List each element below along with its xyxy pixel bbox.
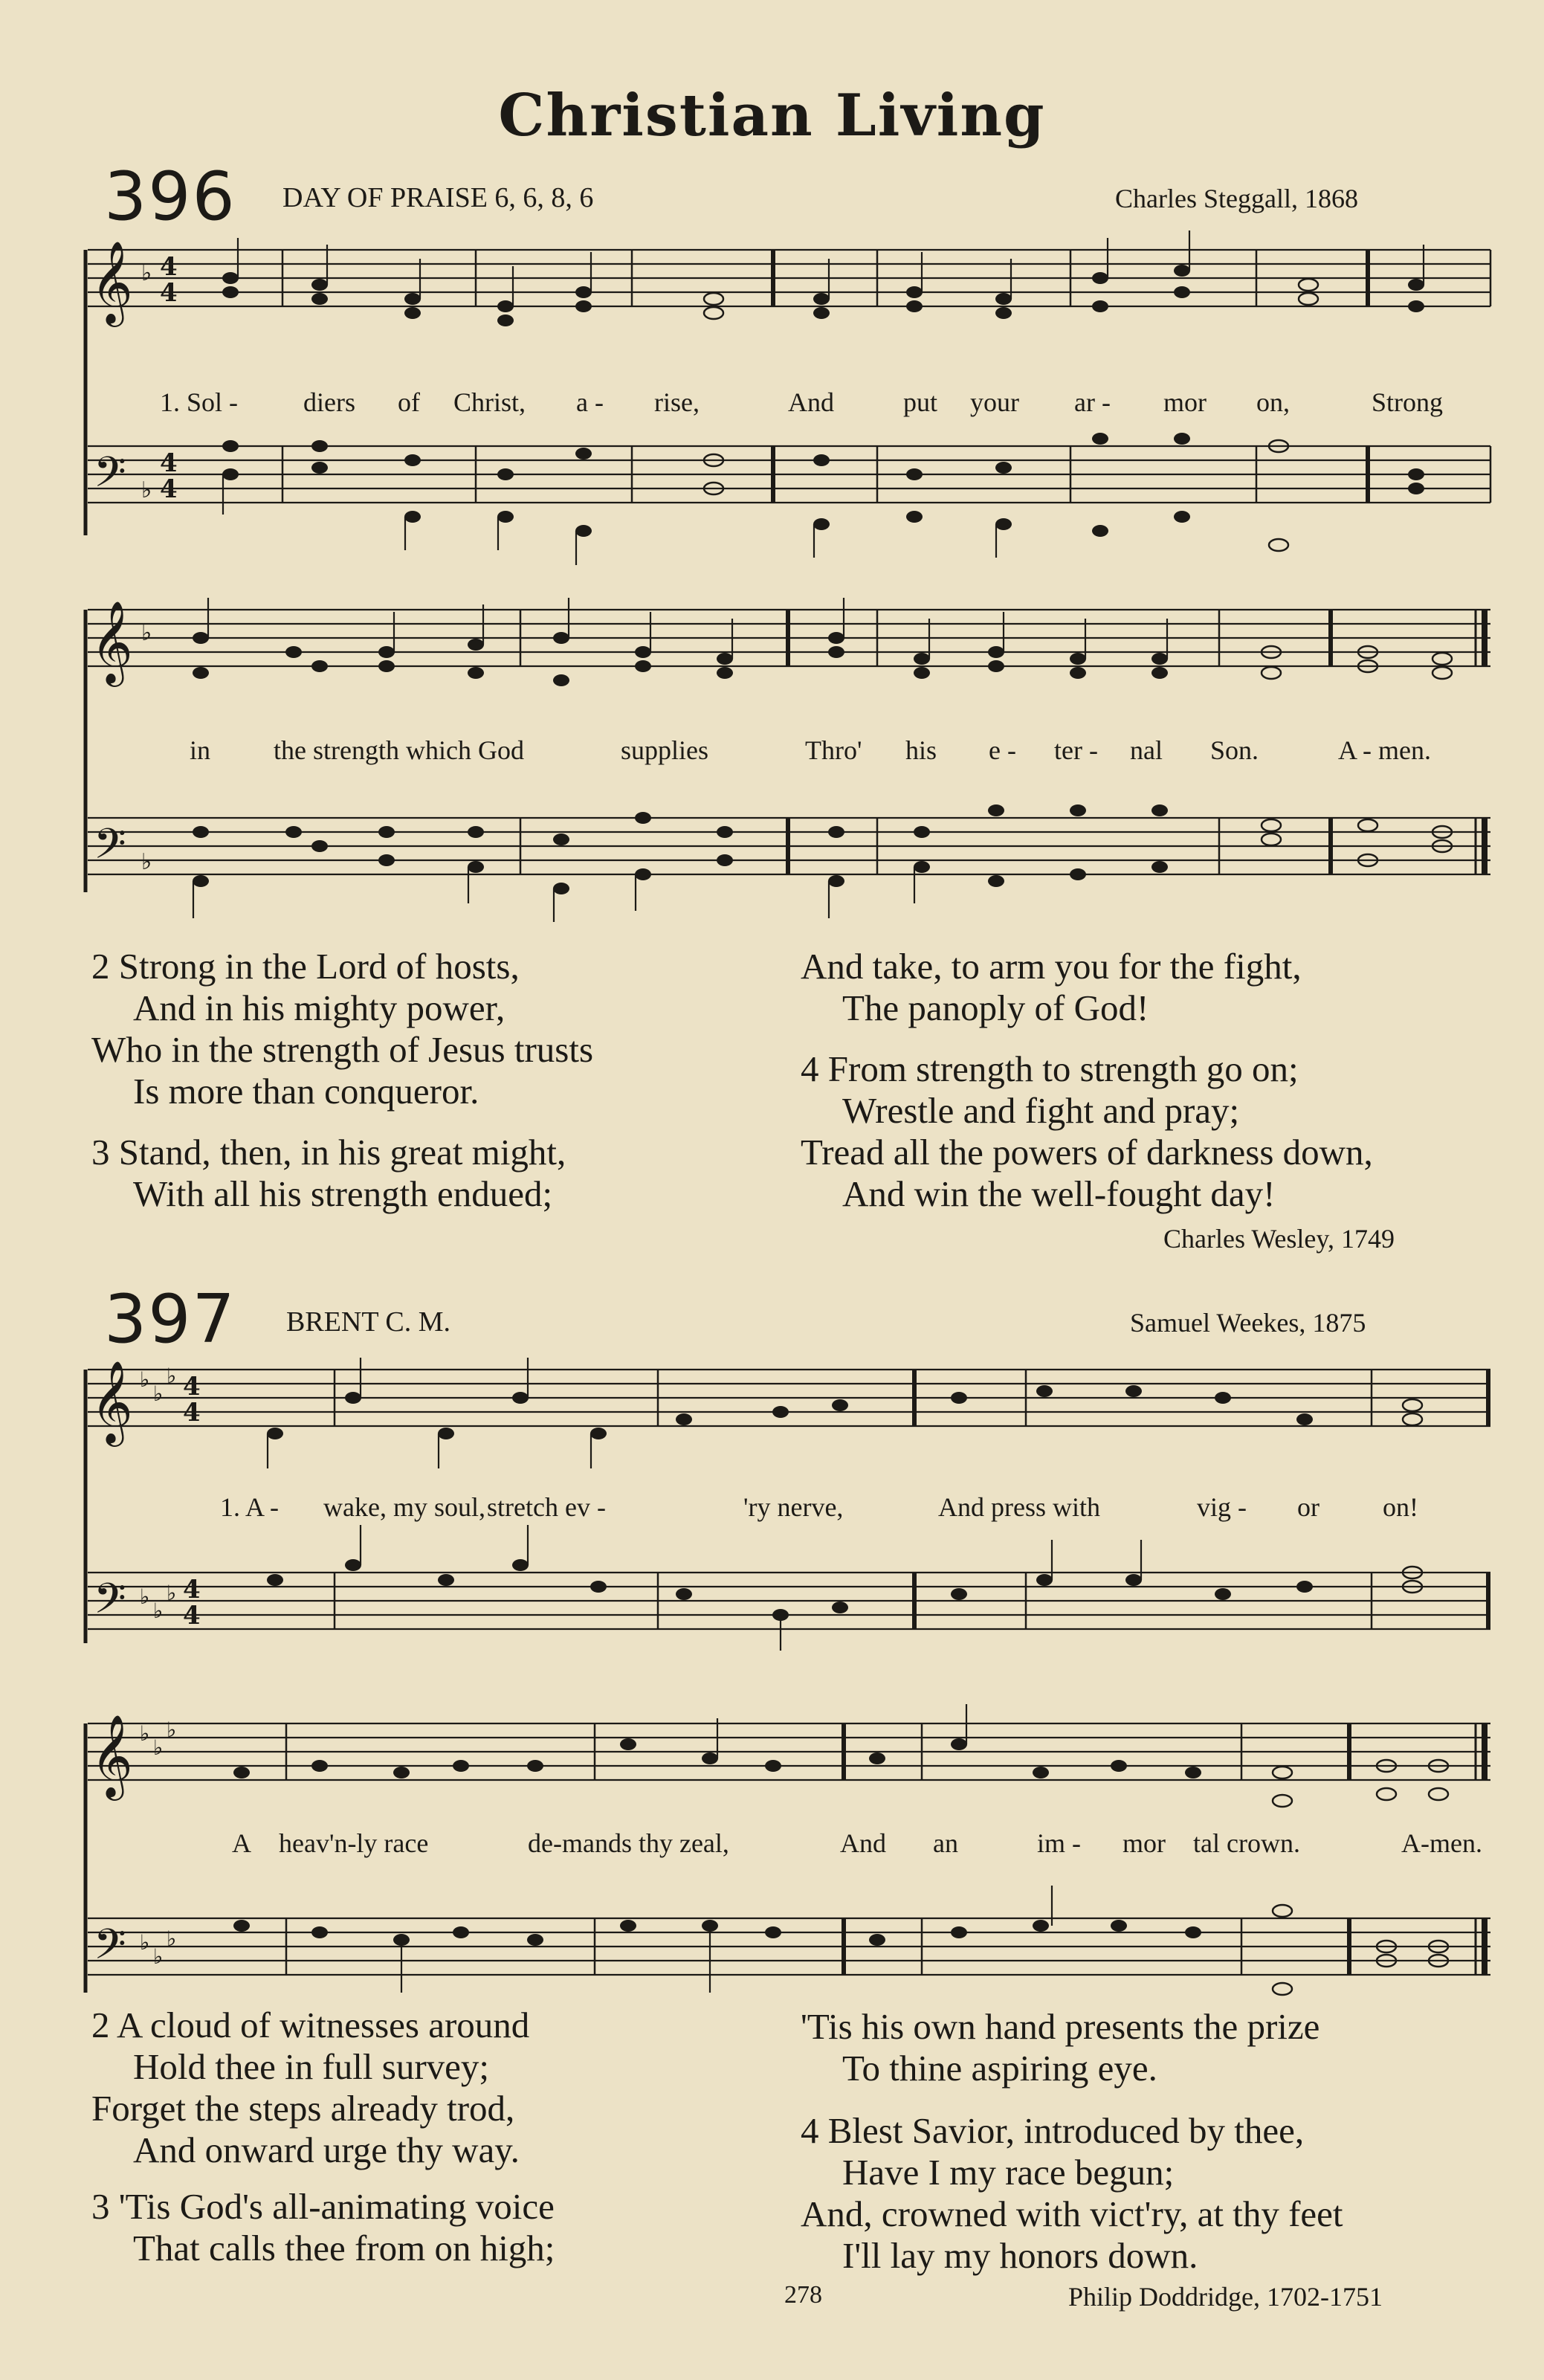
lyric-word: an bbox=[933, 1828, 958, 1858]
svg-text:♭: ♭ bbox=[167, 1926, 177, 1951]
stanza-2: 2 A cloud of witnesses around Hold thee in full survey; Forget the steps already trod, And onward urge thy way. bbox=[91, 2005, 530, 2170]
svg-text:♭: ♭ bbox=[141, 260, 152, 286]
lyric-word: e - bbox=[989, 735, 1016, 765]
lyric-word: 1. Sol - bbox=[160, 387, 239, 417]
svg-text:♭: ♭ bbox=[153, 1944, 164, 1969]
svg-text:♭: ♭ bbox=[153, 1381, 164, 1406]
staff-bass-3 bbox=[88, 1573, 1490, 1629]
svg-text:𝄢: 𝄢 bbox=[94, 1921, 126, 1979]
svg-text:♭: ♭ bbox=[140, 1930, 150, 1955]
author-credit: Charles Wesley, 1749 bbox=[1163, 1224, 1395, 1254]
hymn-number: 397 bbox=[104, 1280, 236, 1358]
lyric-word: a - bbox=[576, 387, 604, 417]
svg-text:♭: ♭ bbox=[140, 1584, 150, 1609]
lyric-word: Strong bbox=[1372, 387, 1444, 417]
tune-name: DAY OF PRAISE 6, 6, 8, 6 bbox=[282, 182, 594, 213]
svg-text:4: 4 bbox=[160, 278, 178, 308]
stanza-4: 4 Blest Savior, introduced by thee, Have I my race begun; And, crowned with vict'ry, at thy feet I'll lay my honors down. bbox=[801, 2110, 1343, 2276]
stanza-3: 3 Stand, then, in his great might, With all his strength endued; bbox=[91, 1132, 566, 1214]
lyric-word: heav'n-ly race bbox=[279, 1828, 429, 1858]
stanza-2: 2 Strong in the Lord of hosts, And in his mighty power, Who in the strength of Jesus trusts Is more than conqueror. bbox=[91, 946, 594, 1112]
lyric-word: nal bbox=[1130, 735, 1163, 765]
lyric-word: mor bbox=[1123, 1828, 1166, 1858]
svg-text:4: 4 bbox=[183, 1575, 201, 1605]
composer-credit: Charles Steggall, 1868 bbox=[1115, 184, 1358, 213]
stanza-3-cont: 'Tis his own hand presents the prize To thine aspiring eye. bbox=[801, 2006, 1320, 2089]
lyric-word: his bbox=[905, 735, 937, 765]
svg-text:4: 4 bbox=[160, 448, 178, 478]
svg-text:𝄢: 𝄢 bbox=[94, 448, 126, 507]
lyric-word: vig - bbox=[1197, 1492, 1247, 1522]
lyric-word: diers bbox=[303, 387, 355, 417]
lyric-word: on! bbox=[1383, 1492, 1418, 1522]
lyric-word: on, bbox=[1256, 387, 1290, 417]
lyric-word: wake, my soul, bbox=[323, 1492, 485, 1522]
svg-text:♭: ♭ bbox=[140, 1721, 150, 1746]
lyric-word: A-men. bbox=[1401, 1828, 1482, 1858]
lyric-word: your bbox=[970, 387, 1019, 417]
section-title: Christian Living bbox=[498, 82, 1046, 149]
lyric-word: 'ry nerve, bbox=[743, 1492, 844, 1522]
svg-text:4: 4 bbox=[183, 1601, 201, 1631]
lyric-word: stretch ev - bbox=[487, 1492, 606, 1522]
lyric-word: And press with bbox=[938, 1492, 1100, 1522]
lyric-word: ter - bbox=[1054, 735, 1098, 765]
lyric-word: the strength which God bbox=[274, 735, 524, 765]
svg-text:𝄢: 𝄢 bbox=[94, 1575, 126, 1634]
svg-text:4: 4 bbox=[183, 1372, 201, 1402]
lyric-word: de-mands thy zeal, bbox=[528, 1828, 729, 1858]
lyric-word: rise, bbox=[654, 387, 700, 417]
lyric-word: im - bbox=[1037, 1828, 1081, 1858]
svg-text:4: 4 bbox=[183, 1398, 201, 1428]
svg-text:𝄞: 𝄞 bbox=[91, 240, 133, 323]
lyric-word: A bbox=[232, 1828, 251, 1858]
page-number: 278 bbox=[784, 2281, 822, 2309]
stanza-3: 3 'Tis God's all-animating voice That calls thee from on high; bbox=[91, 2186, 555, 2268]
lyric-word: supplies bbox=[621, 735, 709, 765]
staff-bass-4 bbox=[88, 1918, 1490, 1975]
svg-text:♭: ♭ bbox=[167, 1364, 177, 1388]
svg-text:𝄞: 𝄞 bbox=[91, 1360, 133, 1443]
author-credit: Philip Doddridge, 1702-1751 bbox=[1068, 2282, 1383, 2312]
tune-name: BRENT C. M. bbox=[286, 1306, 451, 1338]
stanza-4: 4 From strength to strength go on; Wrestle and fight and pray; Tread all the powers of darkness down, And win the well-fought day! bbox=[801, 1048, 1373, 1214]
svg-text:𝄞: 𝄞 bbox=[91, 1714, 133, 1797]
lyric-word: ar - bbox=[1074, 387, 1111, 417]
svg-text:♭: ♭ bbox=[167, 1581, 177, 1605]
lyric-word: Christ, bbox=[453, 387, 526, 417]
svg-text:4: 4 bbox=[160, 252, 178, 282]
svg-text:4: 4 bbox=[160, 474, 178, 504]
lyric-word: or bbox=[1297, 1492, 1319, 1522]
svg-text:♭: ♭ bbox=[153, 1599, 164, 1623]
svg-text:♭: ♭ bbox=[141, 620, 152, 646]
lyric-word: tal crown. bbox=[1193, 1828, 1300, 1858]
svg-text:♭: ♭ bbox=[141, 849, 152, 875]
stanza-3-cont: And take, to arm you for the fight, The panoply of God! bbox=[801, 946, 1302, 1028]
lyric-word: And bbox=[788, 387, 834, 417]
staff-treble-3 bbox=[88, 1370, 1490, 1426]
svg-text:𝄞: 𝄞 bbox=[91, 600, 133, 683]
lyric-word: Son. bbox=[1210, 735, 1259, 765]
staff-treble-4 bbox=[88, 1723, 1490, 1780]
svg-text:♭: ♭ bbox=[153, 1735, 164, 1760]
lyric-word: 1. A - bbox=[220, 1492, 280, 1522]
hymn-number: 396 bbox=[104, 158, 236, 236]
lyric-word: mor bbox=[1163, 387, 1207, 417]
lyric-word: in bbox=[190, 735, 211, 765]
lyric-word: Thro' bbox=[805, 735, 862, 765]
svg-text:♭: ♭ bbox=[167, 1718, 177, 1742]
lyric-word: of bbox=[398, 387, 420, 417]
lyric-word: And bbox=[840, 1828, 886, 1858]
lyric-word: A - men. bbox=[1338, 735, 1431, 765]
composer-credit: Samuel Weekes, 1875 bbox=[1130, 1308, 1366, 1338]
svg-text:♭: ♭ bbox=[141, 477, 152, 503]
svg-text:𝄢: 𝄢 bbox=[94, 820, 126, 879]
svg-text:♭: ♭ bbox=[140, 1367, 150, 1392]
lyric-word: put bbox=[903, 387, 938, 417]
